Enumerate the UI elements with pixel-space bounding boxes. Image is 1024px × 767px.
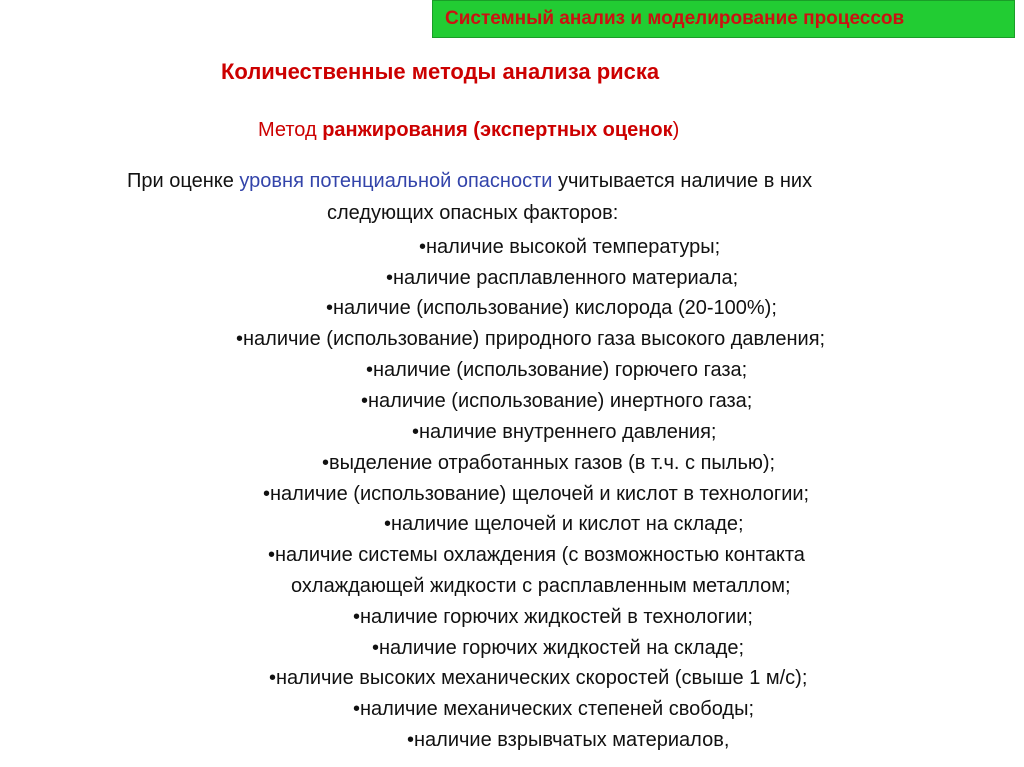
method-suffix: ) (672, 119, 680, 141)
intro-text-end: учитывается наличие в них (552, 170, 813, 192)
intro-line-1 (127, 170, 812, 193)
list-item: •наличие горючих жидкостей на складе; (372, 637, 745, 659)
list-item: •наличие системы охлаждения (с возможностью контакта (268, 544, 805, 566)
course-banner (432, 0, 1015, 38)
intro-highlight: уровня потенциальной опасности (239, 170, 553, 192)
intro-text-start: При оценке (127, 170, 240, 192)
list-item: •наличие щелочей и кислот на складе; (384, 513, 744, 535)
list-item: •наличие расплавленного материала; (386, 267, 739, 289)
method-subtitle (258, 119, 679, 142)
method-name: ранжирования (экспертных оценок (322, 119, 673, 141)
list-item: •наличие высоких механических скоростей (свыше 1 м/с); (269, 667, 808, 689)
list-item: •наличие (использование) кислорода (20-100%); (326, 297, 777, 319)
list-item: •наличие взрывчатых материалов, (407, 729, 730, 751)
method-prefix: Метод (258, 119, 323, 141)
list-item: •наличие (использование) щелочей и кислот в технологии; (263, 483, 810, 505)
list-item: •наличие (использование) инертного газа; (361, 390, 753, 412)
list-item: •наличие механических степеней свободы; (353, 698, 755, 720)
intro-line-2: следующих опасных факторов: (327, 202, 619, 224)
list-item: •наличие (использование) природного газа высокого давления; (236, 328, 826, 350)
list-item: •наличие горючих жидкостей в технологии; (353, 606, 753, 628)
list-item-continuation: охлаждающей жидкости с расплавленным металлом; (291, 575, 791, 597)
slide-title: Количественные методы анализа риска (221, 59, 660, 84)
course-title: Системный анализ и моделирование процессов (445, 8, 905, 29)
list-item: •наличие внутреннего давления; (412, 421, 717, 443)
list-item: •наличие высокой температуры; (419, 236, 721, 258)
list-item: •наличие (использование) горючего газа; (366, 359, 748, 381)
list-item: •выделение отработанных газов (в т.ч. с пылью); (322, 452, 776, 474)
